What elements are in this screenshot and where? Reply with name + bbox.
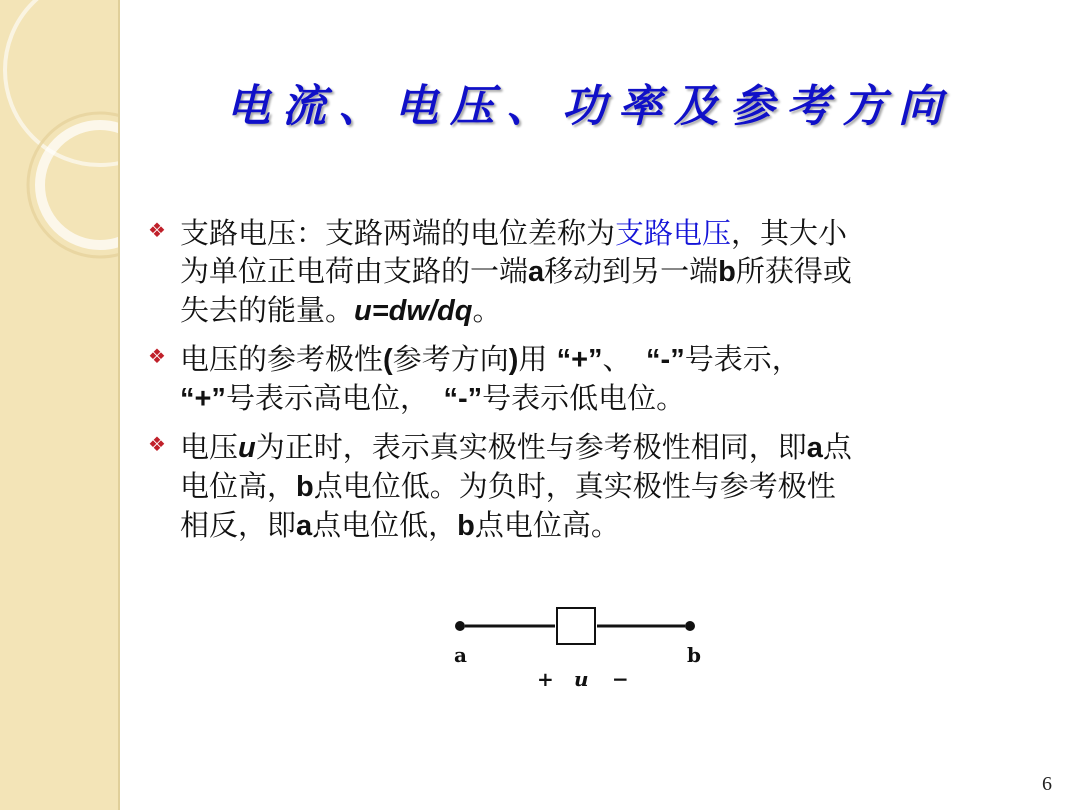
diamond-bullet-icon: ❖ [148,432,166,456]
symbol-b: b [718,256,736,288]
formula: u=dw/dq [354,295,473,327]
text-run: 电位高， [180,469,297,503]
text-line [180,252,1028,291]
minus-sign: “-” [646,344,685,376]
text-run: 号表示高电位， [225,381,444,415]
symbol-a: a [528,256,545,288]
text-run: 用 [518,342,557,376]
text-run: 移动到另一端 [544,254,719,288]
text-run: 失去的能量。 [180,293,355,327]
slide-title: 电流、电压、功率及参考方向 [226,81,954,132]
text-line [180,214,1028,252]
diamond-bullet-icon: ❖ [148,344,166,368]
highlighted-term: 支路电压 [615,216,732,250]
symbol-b: b [457,510,475,542]
text-run: 号表示， [684,342,801,376]
symbol-a: a [296,510,313,542]
text-run: ，其大小 [731,216,848,250]
text-run: 点电位高。 [474,508,620,542]
bullet-reference-polarity [148,340,1028,418]
terminal-b-label: b [687,643,701,667]
text-run: 所获得或 [735,254,852,288]
polarity-minus-label: − [612,667,629,691]
text-line [180,379,1028,418]
plus-sign: “+” [180,383,226,415]
polarity-plus-label: + [537,667,554,691]
terminal-b-node [685,621,695,631]
text-run: 点电位低。为负时，真实极性与参考极性 [313,469,836,503]
text-run: 支路电压：支路两端的电位差称为 [180,216,616,250]
bullet-list [148,214,1028,555]
symbol-b: b [296,471,314,503]
text-run: 、 [602,342,647,376]
text-run: 号表示低电位。 [482,381,686,415]
bullet-branch-voltage [148,214,1028,330]
text-run: 。 [472,293,502,327]
symbol-u: u [238,432,256,464]
text-run: 相反，即 [180,508,297,542]
decorative-rings [0,0,120,810]
voltage-label: u [574,667,589,691]
paren-close: ) [508,344,519,376]
bullet-polarity-sign [148,428,1028,545]
plus-sign: “+” [556,344,603,376]
diamond-bullet-icon: ❖ [148,218,166,242]
text-run: 电压的参考极性 [180,342,384,376]
text-line [180,467,1028,506]
minus-sign: “-” [443,383,483,415]
text-run: 为正时，表示真实极性与参考极性相同，即 [255,430,807,464]
terminal-a-node [455,621,465,631]
decorative-side-band [0,0,120,810]
text-line [180,291,1028,330]
page-number: 6 [1042,773,1052,795]
text-run: 为单位正电荷由支路的一端 [180,254,529,288]
terminal-a-label: a [454,643,467,667]
text-line [180,506,1028,545]
text-run: 点 [822,430,852,464]
branch-element-box [557,608,595,644]
branch-diagram [440,596,720,696]
text-run: 点电位低， [312,508,458,542]
symbol-a: a [806,432,823,464]
text-line [180,340,1028,379]
text-line [180,428,1028,467]
paren-open: ( [383,344,393,376]
text-run: 参考方向 [392,342,509,376]
text-run: 电压 [180,430,239,464]
